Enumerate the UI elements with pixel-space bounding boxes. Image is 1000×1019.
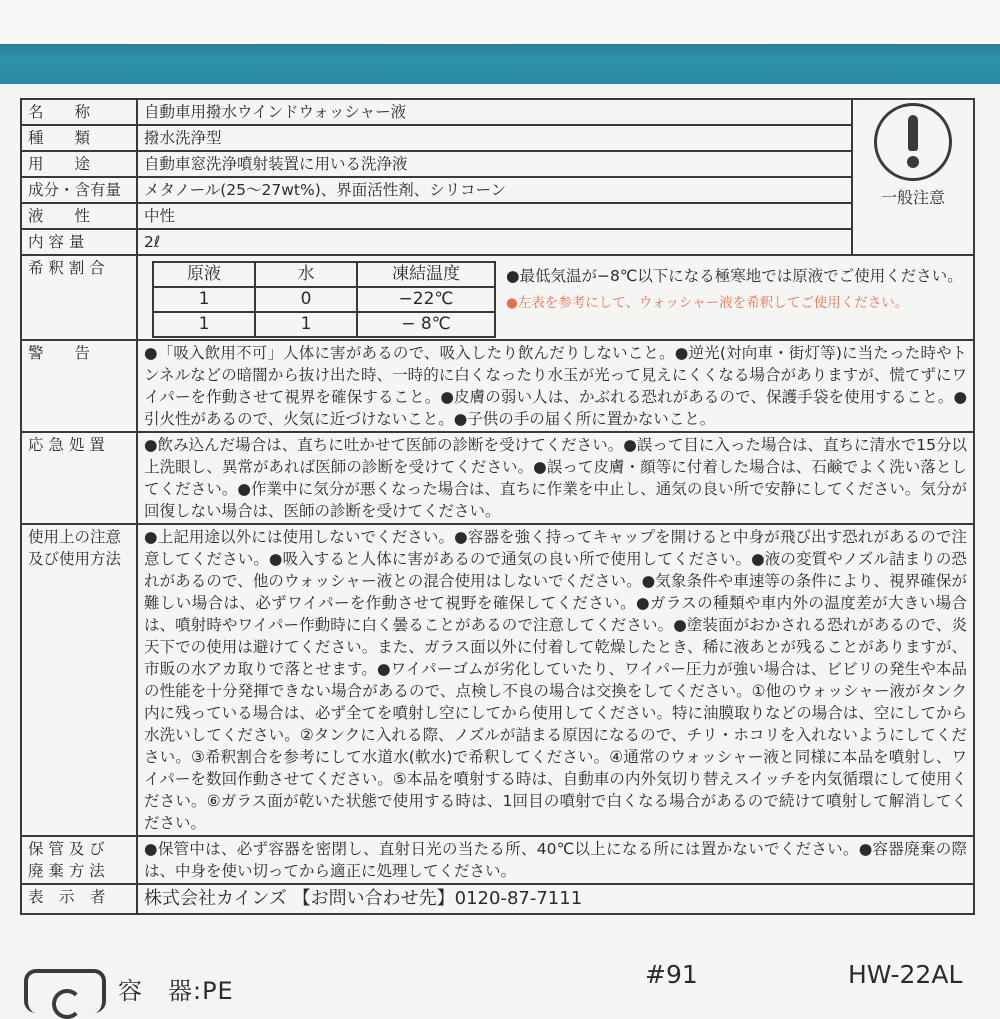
row-first-aid: [21, 432, 974, 524]
dilution-label: 希 釈 割 合: [21, 255, 137, 340]
dilution-cell: 1: [153, 287, 255, 312]
dilution-note-red: ●左表を参考にして、ウォッシャー液を希釈してご使用ください。: [506, 295, 909, 311]
dilution-cell: − 8℃: [357, 312, 495, 337]
footer: [0, 955, 1000, 1005]
type-value: 撥水洗浄型: [137, 125, 852, 151]
ingredients-value: メタノール(25〜27wt%)、界面活性剤、シリコーン: [137, 177, 852, 203]
row-dilution: [21, 255, 974, 340]
container-label: 容 器:PE: [118, 977, 234, 1005]
top-margin: [0, 0, 1000, 46]
maker-label: 表 示 者: [21, 884, 137, 914]
ingredients-label: 成分・含有量: [21, 177, 137, 203]
precautions-label: [21, 524, 137, 836]
warning-label: 警 告: [21, 340, 137, 432]
spec-table: [20, 98, 975, 915]
volume-value: 2ℓ: [137, 229, 852, 255]
dilution-header-freeze: 凍結温度: [357, 262, 495, 287]
precautions-label-line1: 使用上の注意: [28, 528, 122, 546]
row-ph: [21, 203, 974, 229]
storage-value: ●保管中は、必ず容器を密閉し、直射日光の当たる所、40℃以上になる所には置かないでください。●容器廃棄の際は、中身を使い切ってから適正に処理してください。: [137, 836, 974, 884]
storage-label-line2: 廃 棄 方 法: [28, 862, 105, 880]
dilution-value: [137, 255, 974, 340]
caution-cell: [852, 99, 974, 255]
precautions-label-line2: 及び使用方法: [28, 550, 122, 568]
ph-label: 液 性: [21, 203, 137, 229]
name-value: 自動車用撥水ウインドウォッシャー液: [137, 99, 852, 125]
row-type: [21, 125, 974, 151]
precautions-value: ●上記用途以外には使用しないでください。●容器を強く持ってキャップを開けると中身が飛び出す恐れがあるので注意してください。●吸入すると人体に害があるので通気の良い所で使用してください。●液の変質やノズル詰まりの恐れがあるので、他のウォッシャー液との混合使用はしないでください。●気象条件や車速等の条件により、視界確保が難しい場合は、必ずワイパーを作動させて視野を確保してください。●ガラスの種類や車内外の温度差が大きい場合は、噴射時やワイパー作動時に白く曇ることがあるので注意してください。●塗装面がおかされる恐れがあるので、炎天下での使用は避けてください。また、ガラス面以外に付着して乾燥したとき、稀に液あとが残ることがありますが、市販の水アカ取りで落とせます。●ワイパーゴムが劣化していたり、ワイパー圧力が強い場合は、ビビリの発生や本品の性能を十分発揮できない場合があるので、点検し不良の場合は交換をしてください。①他のウォッシャー液がタンク内に残っている場合は、必ず全てを噴射し空にしてから使用してください。特に油膜取りなどの場合は、空にしてから水洗いしてください。②タンクに入れる際、ノズルが詰まる原因になるので、チリ・ホコリを入れないようにしてください。③希釈割合を参考にして水道水(軟水)で希釈してください。④通常のウォッシャー液と同様に本品を噴射し、ワイパーを数回作動させてください。⑤本品を噴射する時は、自動車の内外気切り替えスイッチを内気循環にして使用ください。⑥ガラス面が乾いた状態で使用する時は、1回目の噴射で白くなる場合があるので続けて噴射して解消してください。: [137, 524, 974, 836]
lot-number: #91: [645, 960, 698, 989]
first-aid-value: ●飲み込んだ場合は、直ちに吐かせて医師の診断を受けてください。●誤って目に入った場合は、直ちに清水で15分以上洗眼し、異常があれば医師の診断を受けてください。●誤って皮膚・顔等に付着した場合は、石鹸でよく洗い落としてください。●作業中に気分が悪くなった場合は、直ちに作業を中止し、通気の良い所で安静にしてください。気分が回復しない場合は、医師の診断を受けてください。: [137, 432, 974, 524]
dilution-table: [152, 261, 496, 338]
warning-value: ●「吸入飲用不可」人体に害があるので、吸入したり飲んだりしないこと。●逆光(対向車・街灯等)に当たった時やトンネルなどの暗闇から抜け出た時、一時的に白くなったり水玉が光って見えにくくなる場合がありますが、慌てずにワイパーを作動させて視界を確保すること。●皮膚の弱い人は、かぶれる恐れがあるので、保護手袋を使用すること。●引火性があるので、火気に近づけないこと。●子供の手の届く所に置かないこと。: [137, 340, 974, 432]
caution-label: 一般注意: [880, 188, 945, 207]
storage-label-line1: 保 管 及 び: [28, 840, 105, 858]
row-volume: [21, 229, 974, 255]
first-aid-label: 応 急 処 置: [21, 432, 137, 524]
dilution-cell: 0: [255, 287, 357, 312]
teal-band: [0, 44, 1000, 84]
maker-value: 株式会社カインズ 【お問い合わせ先】0120-87-7111: [137, 884, 974, 914]
row-name: [21, 99, 974, 125]
row-precautions: [21, 524, 974, 836]
type-label: 種 類: [21, 125, 137, 151]
row-ingredients: [21, 177, 974, 203]
dilution-header-water: 水: [255, 262, 357, 287]
model-number: HW-22AL: [848, 960, 963, 989]
exclamation-circle-icon: [874, 103, 952, 181]
dilution-cell: 1: [255, 312, 357, 337]
volume-label: 内 容 量: [21, 229, 137, 255]
row-warning: [21, 340, 974, 432]
row-use: [21, 151, 974, 177]
dilution-note: ●最低気温が−8℃以下になる極寒地では原液でご使用ください。: [506, 267, 963, 285]
row-storage: [21, 836, 974, 884]
ph-value: 中性: [137, 203, 852, 229]
dilution-cell: −22℃: [357, 287, 495, 312]
dilution-cell: 1: [153, 312, 255, 337]
storage-label: [21, 836, 137, 884]
dilution-header-concentrate: 原液: [153, 262, 255, 287]
dilution-note-block: [506, 257, 963, 338]
use-label: 用 途: [21, 151, 137, 177]
row-maker: [21, 884, 974, 914]
use-value: 自動車窓洗浄噴射装置に用いる洗浄液: [137, 151, 852, 177]
recycle-container-icon: [24, 969, 106, 1013]
name-label: 名 称: [21, 99, 137, 125]
